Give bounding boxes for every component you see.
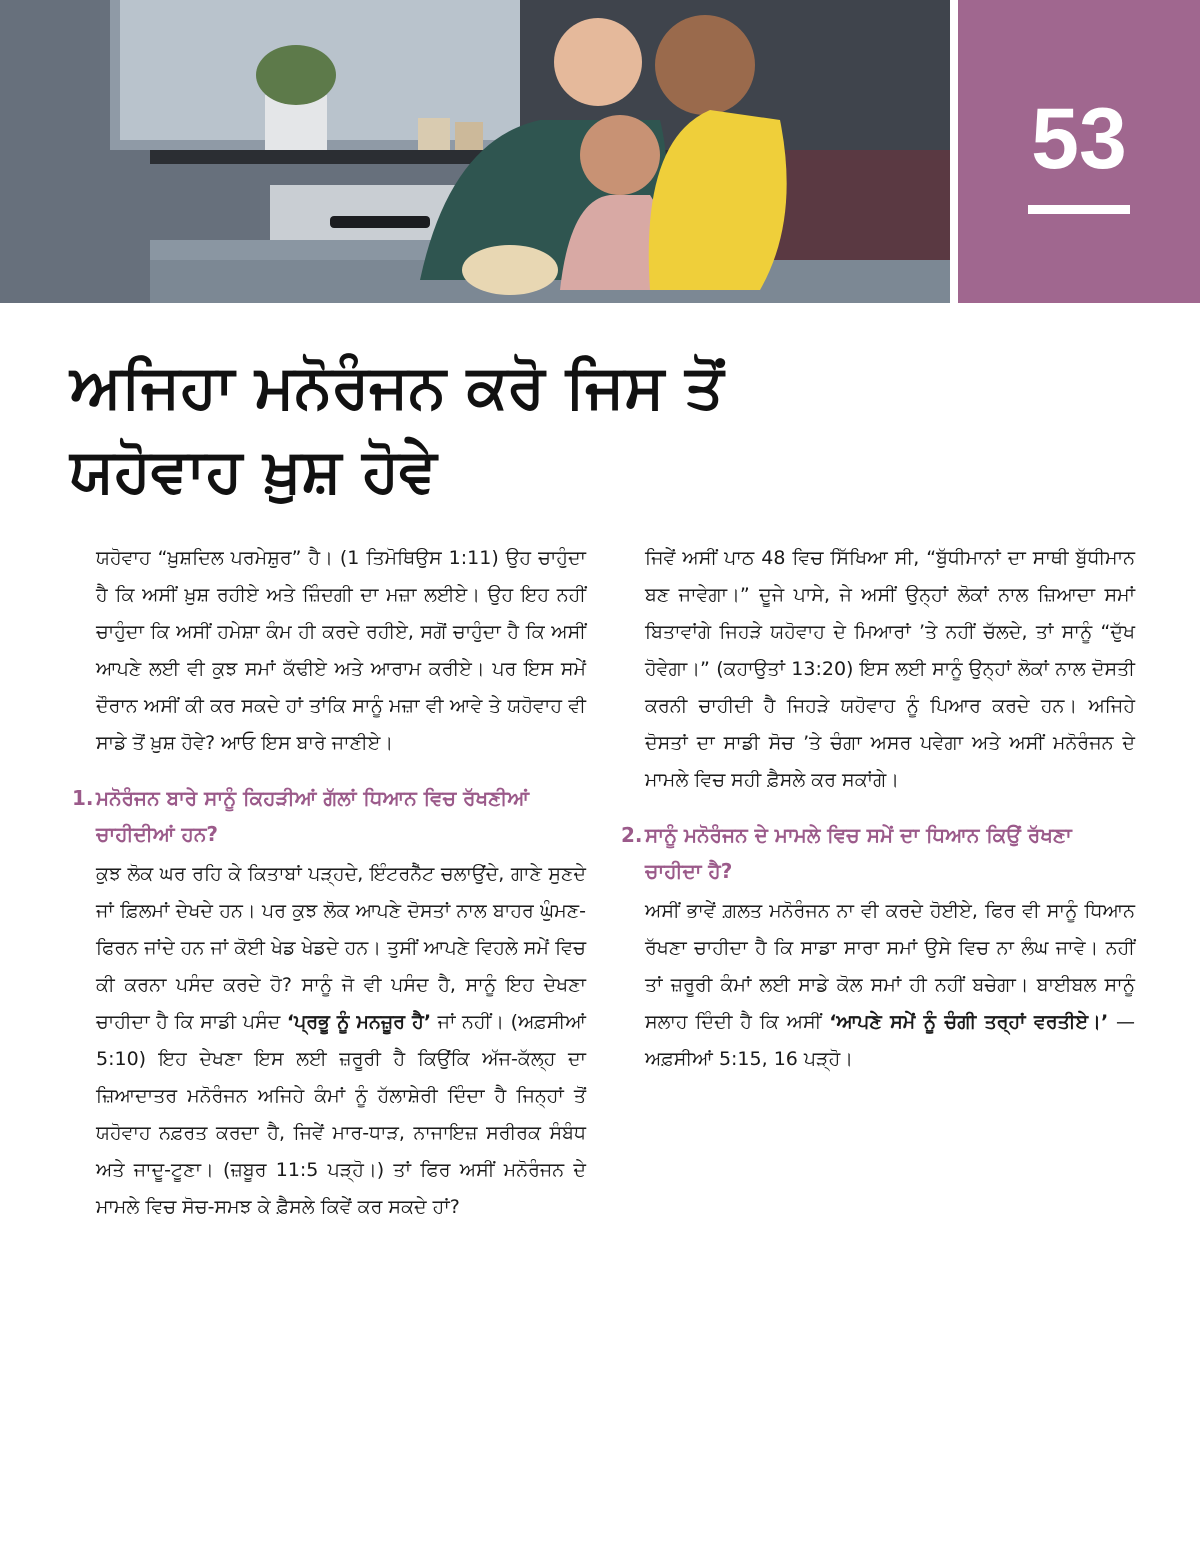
lesson-number: 53 — [1031, 91, 1127, 187]
question-2-number: 2. — [621, 823, 643, 847]
question-1-number: 1. — [72, 786, 94, 810]
question-1-heading — [72, 780, 586, 852]
lesson-number-underline — [1028, 205, 1130, 214]
q2-text-part-b: —ਅਫ਼ਸੀਆਂ 5:15, 16 ਪੜ੍ਹੋ। — [645, 1011, 1135, 1070]
left-column — [72, 540, 586, 1236]
right-column — [621, 540, 1135, 1088]
question-1-continued-paragraph: ਜਿਵੇਂ ਅਸੀਂ ਪਾਠ 48 ਵਿਚ ਸਿੱਖਿਆ ਸੀ, “ਬੁੱਧੀਮਾਨਾਂ ਦਾ ਸਾਥੀ ਬੁੱਧੀਮਾਨ ਬਣ ਜਾਵੇਗਾ।” ਦੂਜੇ ਪਾਸੇ, ਜੇ ਅਸੀਂ ਉਨ੍ਹਾਂ ਲੋਕਾਂ ਨਾਲ ਜ਼ਿਆਦਾ ਸਮਾਂ ਬਿਤਾਵਾਂਗੇ ਜਿਹੜੇ ਯਹੋਵਾਹ ਦੇ ਮਿਆਰਾਂ ’ਤੇ ਨਹੀਂ ਚੱਲਦੇ, ਤਾਂ ਸਾਨੂੰ “ਦੁੱਖ ਹੋਵੇਗਾ।” (ਕਹਾਉਤਾਂ 13:20) ਇਸ ਲਈ ਸਾਨੂੰ ਉਨ੍ਹਾਂ ਲੋਕਾਂ ਨਾਲ ਦੋਸਤੀ ਕਰਨੀ ਚਾਹੀਦੀ ਹੈ ਜਿਹੜੇ ਯਹੋਵਾਹ ਨੂੰ ਪਿਆਰ ਕਰਦੇ ਹਨ। ਅਜਿਹੇ ਦੋਸਤਾਂ ਦਾ ਸਾਡੀ ਸੋਚ ’ਤੇ ਚੰਗਾ ਅਸਰ ਪਵੇਗਾ ਅਤੇ ਅਸੀਂ ਮਨੋਰੰਜਨ ਦੇ ਮਾਮਲੇ ਵਿਚ ਸਹੀ ਫ਼ੈਸਲੇ ਕਰ ਸਕਾਂਗੇ। — [645, 547, 1135, 791]
q1-text-part-b: ਜਾਂ ਨਹੀਂ। (ਅਫ਼ਸੀਆਂ 5:10) ਇਹ ਦੇਖਣਾ ਇਸ ਲਈ ਜ਼ਰੂਰੀ ਹੈ ਕਿਉਂਕਿ ਅੱਜ-ਕੱਲ੍ਹ ਦਾ ਜ਼ਿਆਦਾਤਰ ਮਨੋਰੰਜਨ ਅਜਿਹੇ ਕੰਮਾਂ ਨੂੰ ਹੱਲਾਸ਼ੇਰੀ ਦਿੰਦਾ ਹੈ ਜਿਨ੍ਹਾਂ ਤੋਂ ਯਹੋਵਾਹ ਨਫ਼ਰਤ ਕਰਦਾ ਹੈ, ਜਿਵੇਂ ਮਾਰ-ਧਾੜ, ਨਾਜਾਇਜ਼ ਸਰੀਰਕ ਸੰਬੰਧ ਅਤੇ ਜਾਦੂ-ਟੂਣਾ। (ਜ਼ਬੂਰ 11:5 ਪੜ੍ਹੋ।) ਤਾਂ ਫਿਰ ਅਸੀਂ ਮਨੋਰੰਜਨ ਦੇ ਮਾਮਲੇ ਵਿਚ ਸੋਚ-ਸਮਝ ਕੇ ਫ਼ੈਸਲੇ ਕਿਵੇਂ ਕਰ ਸਕਦੇ ਹਾਂ? — [96, 1011, 586, 1218]
q2-emphasis: ‘ਆਪਣੇ ਸਮੇਂ ਨੂੰ ਚੰਗੀ ਤਰ੍ਹਾਂ ਵਰਤੀਏ।’ — [829, 1011, 1109, 1033]
intro-paragraph: ਯਹੋਵਾਹ “ਖ਼ੁਸ਼ਦਿਲ ਪਰਮੇਸ਼ੁਰ” ਹੈ। (1 ਤਿਮੋਥਿਉਸ 1:11) ਉਹ ਚਾਹੁੰਦਾ ਹੈ ਕਿ ਅਸੀਂ ਖ਼ੁਸ਼ ਰਹੀਏ ਅਤੇ ਜ਼ਿੰਦਗੀ ਦਾ ਮਜ਼ਾ ਲਈਏ। ਉਹ ਇਹ ਨਹੀਂ ਚਾਹੁੰਦਾ ਕਿ ਅਸੀਂ ਹਮੇਸ਼ਾ ਕੰਮ ਹੀ ਕਰਦੇ ਰਹੀਏ, ਸਗੋਂ ਚਾਹੁੰਦਾ ਹੈ ਕਿ ਅਸੀਂ ਆਪਣੇ ਲਈ ਵੀ ਕੁਝ ਸਮਾਂ ਕੱਢੀਏ ਅਤੇ ਆਰਾਮ ਕਰੀਏ। ਪਰ ਇਸ ਸਮੇਂ ਦੌਰਾਨ ਅਸੀਂ ਕੀ ਕਰ ਸਕਦੇ ਹਾਂ ਤਾਂਕਿ ਸਾਨੂੰ ਮਜ਼ਾ ਵੀ ਆਵੇ ਤੇ ਯਹੋਵਾਹ ਵੀ ਸਾਡੇ ਤੋਂ ਖ਼ੁਸ਼ ਹੋਵੇ? ਆਓ ਇਸ ਬਾਰੇ ਜਾਣੀਏ। — [96, 547, 586, 754]
question-1-text: ਮਨੋਰੰਜਨ ਬਾਰੇ ਸਾਨੂੰ ਕਿਹੜੀਆਂ ਗੱਲਾਂ ਧਿਆਨ ਵਿਚ ਰੱਖਣੀਆਂ ਚਾਹੀਦੀਆਂ ਹਨ? — [96, 786, 530, 846]
q1-text-part-a: ਕੁਝ ਲੋਕ ਘਰ ਰਹਿ ਕੇ ਕਿਤਾਬਾਂ ਪੜ੍ਹਦੇ, ਇੰਟਰਨੈੱਟ ਚਲਾਉਂਦੇ, ਗਾਣੇ ਸੁਣਦੇ ਜਾਂ ਫ਼ਿਲਮਾਂ ਦੇਖਦੇ ਹਨ। ਪਰ ਕੁਝ ਲੋਕ ਆਪਣੇ ਦੋਸਤਾਂ ਨਾਲ ਬਾਹਰ ਘੁੰਮਣ-ਫਿਰਨ ਜਾਂਦੇ ਹਨ ਜਾਂ ਕੋਈ ਖੇਡ ਖੇਡਦੇ ਹਨ। ਤੁਸੀਂ ਆਪਣੇ ਵਿਹਲੇ ਸਮੇਂ ਵਿਚ ਕੀ ਕਰਨਾ ਪਸੰਦ ਕਰਦੇ ਹੋ? ਸਾਨੂੰ ਜੋ ਵੀ ਪਸੰਦ ਹੈ, ਸਾਨੂੰ ਇਹ ਦੇਖਣਾ ਚਾਹੀਦਾ ਹੈ ਕਿ ਸਾਡੀ ਪਸੰਦ — [96, 863, 586, 1033]
page-title — [70, 345, 1130, 513]
question-2-text: ਸਾਨੂੰ ਮਨੋਰੰਜਨ ਦੇ ਮਾਮਲੇ ਵਿਚ ਸਮੇਂ ਦਾ ਧਿਆਨ ਕਿਉਂ ਰੱਖਣਾ ਚਾਹੀਦਾ ਹੈ? — [645, 823, 1072, 883]
q2-text-part-a: ਅਸੀਂ ਭਾਵੇਂ ਗ਼ਲਤ ਮਨੋਰੰਜਨ ਨਾ ਵੀ ਕਰਦੇ ਹੋਈਏ, ਫਿਰ ਵੀ ਸਾਨੂੰ ਧਿਆਨ ਰੱਖਣਾ ਚਾਹੀਦਾ ਹੈ ਕਿ ਸਾਡਾ ਸਾਰਾ ਸਮਾਂ ਉਸੇ ਵਿਚ ਨਾ ਲੰਘ ਜਾਵੇ। ਨਹੀਂ ਤਾਂ ਜ਼ਰੂਰੀ ਕੰਮਾਂ ਲਈ ਸਾਡੇ ਕੋਲ ਸਮਾਂ ਹੀ ਨਹੀਂ ਬਚੇਗਾ। ਬਾਈਬਲ ਸਾਨੂੰ ਸਲਾਹ ਦਿੰਦੀ ਹੈ ਕਿ ਅਸੀਂ — [645, 900, 1135, 1033]
question-2-paragraph — [645, 893, 1135, 1078]
title-line-1: ਅਜਿਹਾ ਮਨੋਰੰਜਨ ਕਰੋ ਜਿਸ ਤੋਂ — [70, 352, 724, 422]
question-2-heading — [621, 817, 1135, 889]
header-photo — [0, 0, 950, 303]
title-line-2: ਯਹੋਵਾਹ ਖ਼ੁਸ਼ ਹੋਵੇ — [70, 436, 437, 506]
family-watching-tv-illustration — [0, 0, 950, 303]
lesson-badge — [958, 0, 1200, 303]
q1-emphasis: ‘ਪ੍ਰਭੂ ਨੂੰ ਮਨਜ਼ੂਰ ਹੈ’ — [286, 1011, 432, 1033]
question-1-paragraph — [96, 856, 586, 1226]
